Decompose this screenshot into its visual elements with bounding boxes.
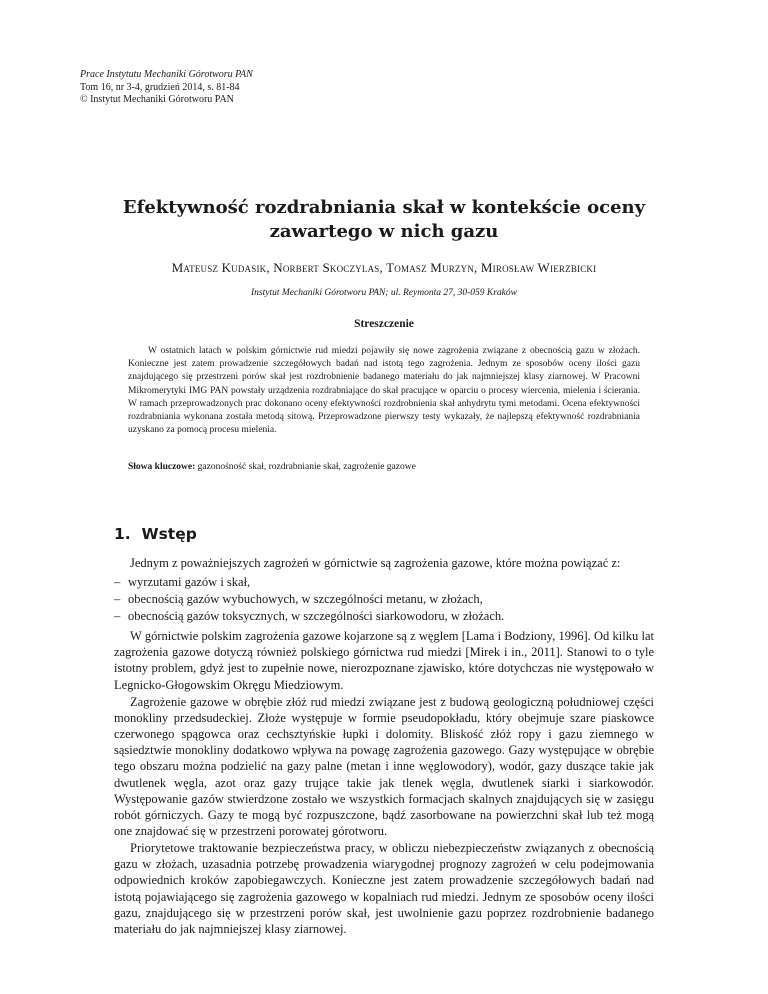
list-item-text: wyrzutami gazów i skał, [128,575,251,589]
section-number: 1. [114,525,131,543]
body-paragraph: Zagrożenie gazowe w obrębie złóż rud miedzi związane jest z budową geologiczną południowej części monokliny przedsudeckiej. Złoże występuje w formie pseudopokładu, który obejmuje szare piaskowce czerwonego spągowca oraz cechsztyńskie łupki i dolomity. Bliskość złóż ropy i gazu ziemnego w sąsiedztwie monokliny dodatkowo wpływa na powagę zagrożenia gazowego. Gazy występujące w obrębie tego obszaru można podzielić na gazy palne (metan i inne węglowodory), wodór, gazy duszące takie jak dwutlenek węgla, azot oraz gazy trujące takie jak tlenek węgla, dwutlenek siarki i siarkowodór. Występowanie gazów stwierdzone zostało we wszystkich formacjach skalnych znajdujących się w zasięgu robót górniczych. Gazy te mogą być rozpuszczone, bądź zasorbowane na powierzchni skał lub też mogą one znajdować się w przestrzeni porowatej górotworu. [114,694,654,839]
affiliation: Instytut Mechaniki Górotworu PAN; ul. Reymonta 27, 30-059 Kraków [251,288,517,298]
bullet-marker: – [114,592,121,607]
list-item-text: obecnością gazów wybuchowych, w szczególności metanu, w złożach, [128,592,483,607]
section-heading [114,525,197,543]
section-title: Wstęp [141,525,197,543]
journal-name: Prace Instytutu Mechaniki Górotworu PAN [80,69,253,80]
abstract-heading: Streszczenie [354,318,414,330]
title-line-1: Efektywność rozdrabniania skał w kontekście oceny [122,197,646,218]
section-body [114,628,654,937]
bullet-marker: – [114,575,121,589]
title-line-2: zawartego w nich gazu [269,221,499,242]
body-paragraph: W górnictwie polskim zagrożenia gazowe kojarzone są z węglem [Lama i Bodziony, 1996]. Od kilku lat zagrożenia gazowe dotyczą również polskiego górnictwa rud miedzi [Mirek i in., 2011]. Stanowi to o tyle istotny problem, gdyż jest to zupełnie nowe, nierozpoznane zjawisko, które dotychczas nie występowało w Legnicko-Głogowskim Okręgu Miedziowym. [114,629,654,692]
list-item [114,574,504,591]
journal-header [80,69,253,107]
list-item-text: obecnością gazów toksycznych, w szczególności siarkowodoru, w złożach. [128,609,505,624]
keywords-text: gazonośność skał, rozdrabnianie skał, zagrożenie gazowe [195,462,416,472]
abstract-text: W ostatnich latach w polskim górnictwie rud miedzi pojawiły się nowe zagrożenia związane z obecnością gazu w złożach. Konieczne jest zatem prowadzenie szczegółowych badań nad istotą tego zagrożenia. Jednym ze sposobów oceny ilości gazu znajdującego się przestrzeni porów skał jest rozdrobnienie badanego materiału do jak najmniejszej klasy ziarnowej. W Pracowni Mikromerytyki IMG PAN powstały urządzenia rozdrabniające do skał pracujące w oparciu o procesy wiercenia, mielenia i ścierania. W ramach przeprowadzonych prac dokonano oceny efektywności rozdrobnienia skał anhydrytu tymi metodami. Ocena efektywności rozdrabniania wykonana została metodą sitową. Przeprowadzone pierwszy testy wykazały, że najlepszą efektywność rozdrabniania uzyskano za pomocą procesu mielenia. [128,346,640,436]
keywords-label: Słowa kluczowe: [128,462,196,472]
keywords [128,462,640,472]
bullet-marker: – [114,609,121,624]
journal-volume: Tom 16, nr 3-4, grudzień 2014, s. 81-84 [80,81,240,93]
list-item [114,591,504,608]
body-paragraph: Priorytetowe traktowanie bezpieczeństwa pracy, w obliczu niebezpieczeństw związanych z obecnością gazu w złożach, uzasadnia potrzebę prowadzenia wiarygodnej prognozy zagrożeń w celu podejmowania odpowiednich kroków zapobiegawczych. Konieczne jest zatem prowadzenie szczegółowych badań nad istotą pojawiającego się zagrożenia gazowego w kopalniach rud miedzi. Jednym ze sposobów oceny ilości gazu, znajdującego się w przestrzeni porów skał, jest uwolnienie gazu poprzez rozdrobnienie badanego materiału do jak najmniejszej klasy ziarnowej. [114,841,654,937]
paper-title [0,196,768,244]
copyright-line: © Instytut Mechaniki Górotworu PAN [80,94,234,105]
section-intro: Jednym z poważniejszych zagrożeń w górnictwie są zagrożenia gazowe, które można powiązać z: [130,556,621,570]
hazard-list [114,574,504,626]
author-list: Mateusz Kudasik, Norbert Skoczylas, Tomasz Murzyn, Mirosław Wierzbicki [171,260,597,275]
list-item [114,608,504,625]
